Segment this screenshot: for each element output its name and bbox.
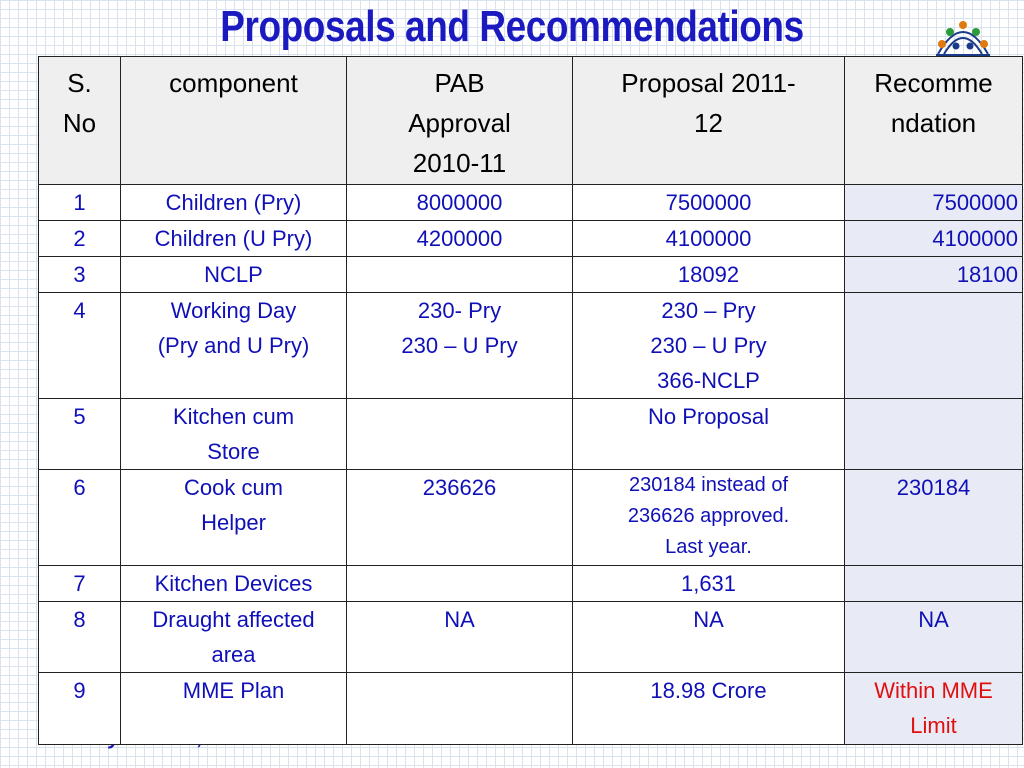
cell-line: 2 — [73, 226, 86, 251]
table-row — [39, 602, 1023, 673]
cell-recommendation — [845, 257, 1023, 293]
cell-proposal — [573, 566, 845, 602]
cell-line: Draught affected — [152, 607, 315, 632]
cell-line: 7500000 — [665, 190, 752, 215]
cell-line: 8 — [73, 607, 86, 632]
header-pab-approval — [347, 57, 573, 185]
cell-pab-approval — [347, 399, 573, 470]
cell-sno — [39, 221, 121, 257]
proposals-table — [38, 56, 1023, 745]
cell-line: 9 — [73, 678, 86, 703]
table-row — [39, 470, 1023, 566]
header-component — [121, 57, 347, 185]
cell-pab-approval — [347, 257, 573, 293]
cell-line: 8000000 — [416, 190, 503, 215]
cell-sno — [39, 470, 121, 566]
cell-line: No Proposal — [647, 404, 770, 429]
cell-line: 4200000 — [416, 226, 503, 251]
cell-pab-approval — [347, 566, 573, 602]
cell-sno — [39, 673, 121, 745]
cell-component — [121, 399, 347, 470]
cell-recommendation — [845, 399, 1023, 470]
cell-line: 18092 — [677, 262, 740, 287]
cell-recommendation — [845, 293, 1023, 399]
header-line: No — [62, 108, 97, 138]
cell-line: 3 — [73, 262, 86, 287]
page-title: Proposals and Recommendations — [220, 2, 804, 51]
header-line: Proposal 2011- — [621, 68, 796, 98]
cell-line: area — [211, 642, 256, 667]
cell-line: NCLP — [204, 262, 263, 287]
cell-line: Children (Pry) — [165, 190, 302, 215]
cell-line: NA — [918, 607, 949, 632]
cell-pab-approval — [347, 602, 573, 673]
cell-line: 18100 — [956, 262, 1018, 287]
header-line: Recomme — [874, 68, 993, 98]
cell-pab-approval — [347, 293, 573, 399]
cell-component — [121, 185, 347, 221]
cell-component — [121, 602, 347, 673]
cell-component — [121, 566, 347, 602]
cell-recommendation — [845, 470, 1023, 566]
cell-line: Store — [207, 439, 260, 464]
cell-recommendation — [845, 566, 1023, 602]
cell-line: 4 — [73, 298, 86, 323]
header-line: ndation — [890, 108, 977, 138]
cell-recommendation — [845, 602, 1023, 673]
cell-sno — [39, 399, 121, 470]
cell-line: 7500000 — [932, 190, 1018, 215]
cell-line: 236626 approved. — [627, 505, 790, 527]
cell-pab-approval — [347, 221, 573, 257]
cell-line: (Pry and U Pry) — [157, 333, 310, 358]
cell-proposal — [573, 293, 845, 399]
cell-pab-approval — [347, 673, 573, 745]
cell-sno — [39, 185, 121, 221]
cell-line: 230- Pry — [417, 298, 502, 323]
cell-proposal — [573, 673, 845, 745]
cell-pab-approval — [347, 470, 573, 566]
cell-proposal — [573, 602, 845, 673]
cell-line: 230 – U Pry — [401, 333, 518, 358]
cell-line: Helper — [201, 510, 266, 535]
header-recommendation — [845, 57, 1023, 185]
cell-line: Working Day — [170, 298, 297, 323]
cell-line: 4100000 — [932, 226, 1018, 251]
cell-component — [121, 673, 347, 745]
cell-line: Within MME — [874, 678, 993, 703]
cell-line: 366-NCLP — [657, 368, 760, 393]
cell-proposal — [573, 470, 845, 566]
cell-line: 230184 — [896, 475, 971, 500]
cell-proposal — [573, 221, 845, 257]
cell-component — [121, 257, 347, 293]
cell-line: Last year. — [665, 536, 752, 558]
cell-sno — [39, 257, 121, 293]
table-row — [39, 185, 1023, 221]
header-line: Approval — [408, 108, 511, 138]
cell-proposal — [573, 257, 845, 293]
header-line: S. — [67, 68, 92, 98]
cell-line: 5 — [73, 404, 86, 429]
cell-recommendation — [845, 221, 1023, 257]
cell-recommendation — [845, 673, 1023, 745]
cell-line: 1 — [73, 190, 86, 215]
header-line: component — [169, 68, 298, 98]
table-row — [39, 293, 1023, 399]
cell-line: Children (U Pry) — [154, 226, 313, 251]
cell-component — [121, 470, 347, 566]
cell-line: Cook cum — [183, 475, 284, 500]
cell-line: 1,631 — [680, 571, 737, 596]
table-row — [39, 566, 1023, 602]
cell-line: NA — [693, 607, 724, 632]
cell-sno — [39, 293, 121, 399]
header-line: PAB — [434, 68, 485, 98]
cell-recommendation — [845, 185, 1023, 221]
cell-line: MME Plan — [182, 678, 285, 703]
cell-line: 230 – Pry — [661, 298, 756, 323]
cell-line: Kitchen cum — [172, 404, 295, 429]
cell-line: 18.98 Crore — [650, 678, 767, 703]
header-sno — [39, 57, 121, 185]
cell-line: 6 — [73, 475, 86, 500]
header-proposal — [573, 57, 845, 185]
cell-line: Kitchen Devices — [154, 571, 313, 596]
cell-line: 230184 instead of — [628, 474, 789, 496]
table-row — [39, 399, 1023, 470]
cell-sno — [39, 566, 121, 602]
table-header-row — [39, 57, 1023, 185]
cell-line: NA — [444, 607, 475, 632]
cell-pab-approval — [347, 185, 573, 221]
ministry-logo — [928, 14, 998, 60]
cell-line: 7 — [73, 571, 86, 596]
cell-line: 230 – U Pry — [650, 333, 767, 358]
table-row — [39, 257, 1023, 293]
table-row — [39, 221, 1023, 257]
cell-component — [121, 221, 347, 257]
cell-proposal — [573, 185, 845, 221]
cell-sno — [39, 602, 121, 673]
cell-component — [121, 293, 347, 399]
header-line: 12 — [694, 108, 723, 138]
header-line: 2010-11 — [412, 148, 507, 178]
cell-line: 4100000 — [665, 226, 752, 251]
cell-line: 236626 — [422, 475, 497, 500]
table-row — [39, 673, 1023, 745]
cell-line: Limit — [910, 713, 957, 738]
cell-proposal — [573, 399, 845, 470]
